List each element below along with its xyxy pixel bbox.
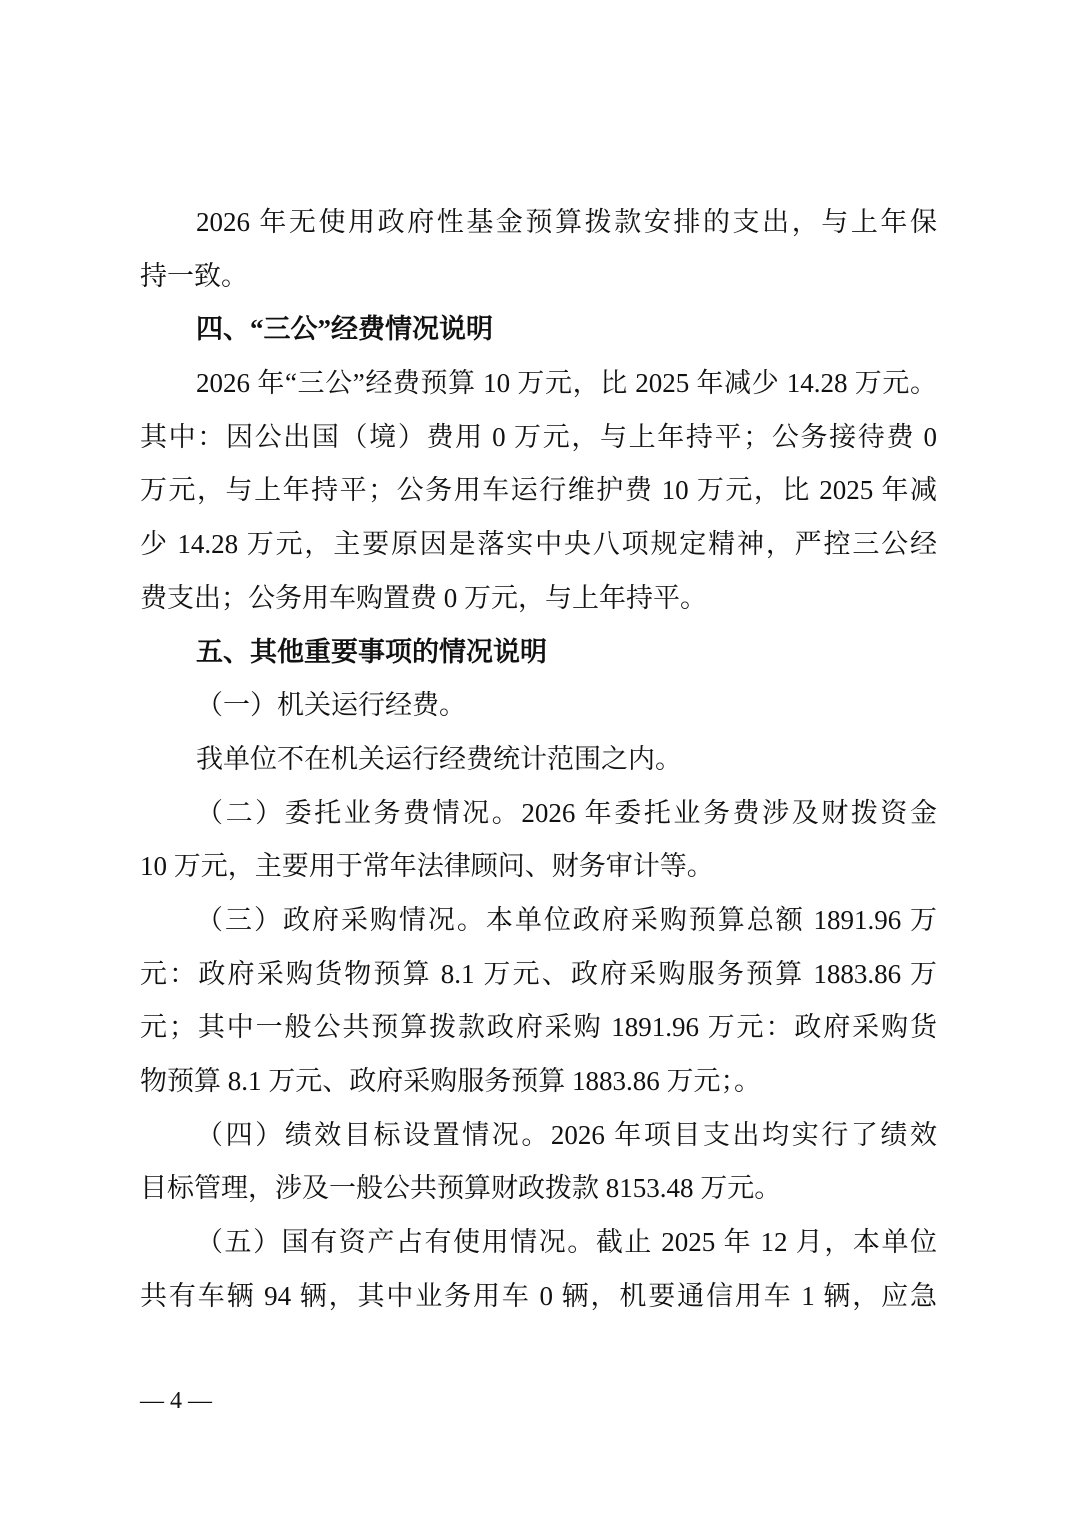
paragraph-line: 元：政府采购货物预算 8.1 万元、政府采购服务预算 1883.86 万 <box>140 958 937 989</box>
section-heading-other-matters: 五、其他重要事项的情况说明 <box>196 636 547 667</box>
paragraph-line: （二）委托业务费情况。2026 年委托业务费涉及财拨资金 <box>196 797 937 828</box>
paragraph-line: 元；其中一般公共预算拨款政府采购 1891.96 万元：政府采购货 <box>140 1012 937 1043</box>
subsection-heading: （一）机关运行经费。 <box>196 690 466 721</box>
paragraph-line: 2026 年无使用政府性基金预算拨款安排的支出，与上年保 <box>196 207 937 237</box>
paragraph-line: （四）绩效目标设置情况。2026 年项目支出均实行了绩效 <box>196 1119 937 1150</box>
paragraph-line: 少 14.28 万元，主要原因是落实中央八项规定精神，严控三公经 <box>140 529 937 560</box>
section-heading-san-gong: 四、“三公”经费情况说明 <box>196 314 493 345</box>
document-body <box>140 196 937 1323</box>
paragraph-line: （三）政府采购情况。本单位政府采购预算总额 1891.96 万 <box>196 904 937 935</box>
paragraph-line: 共有车辆 94 辆，其中业务用车 0 辆，机要通信用车 1 辆，应急 <box>140 1280 937 1311</box>
paragraph-line: 万元，与上年持平；公务用车运行维护费 10 万元，比 2025 年减 <box>140 475 937 506</box>
paragraph-line: 持一致。 <box>140 260 248 291</box>
paragraph-line: 目标管理，涉及一般公共预算财政拨款 8153.48 万元。 <box>140 1173 782 1204</box>
paragraph-line: 费支出；公务用车购置费 0 万元，与上年持平。 <box>140 582 707 613</box>
page-number: — 4 — <box>140 1388 212 1414</box>
paragraph-line: 物预算 8.1 万元、政府采购服务预算 1883.86 万元；。 <box>140 1066 761 1096</box>
paragraph-line: 我单位不在机关运行经费统计范围之内。 <box>196 743 682 774</box>
paragraph-line: 其中：因公出国（境）费用 0 万元，与上年持平；公务接待费 0 <box>140 421 937 452</box>
paragraph-line: 2026 年“三公”经费预算 10 万元，比 2025 年减少 14.28 万元。 <box>196 368 937 399</box>
paragraph-line: 10 万元，主要用于常年法律顾问、财务审计等。 <box>140 851 714 882</box>
paragraph-line: （五）国有资产占有使用情况。截止 2025 年 12 月，本单位 <box>196 1227 937 1258</box>
